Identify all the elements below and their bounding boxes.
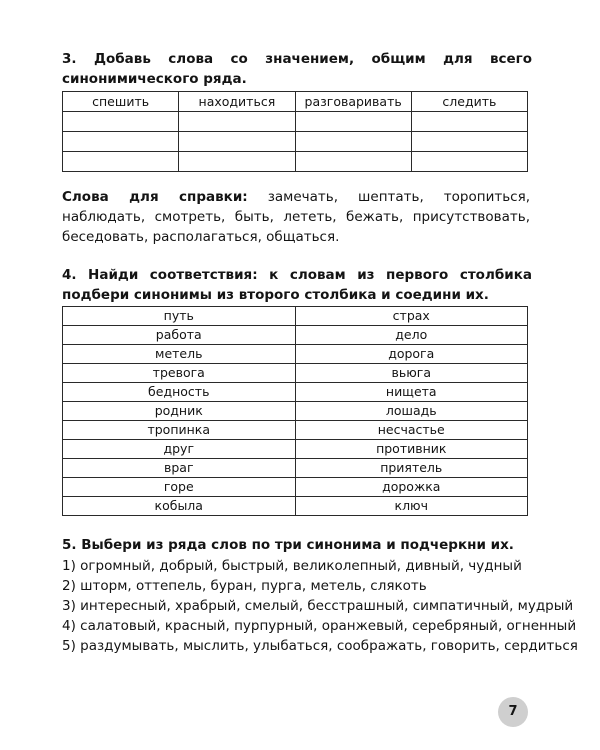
left-word[interactable]: друг: [63, 440, 296, 459]
page-number-badge: 7: [498, 697, 528, 727]
table-row: [63, 112, 528, 132]
answer-cell[interactable]: [179, 132, 295, 152]
table-header-cell: спешить: [63, 92, 179, 112]
table-header-cell: находиться: [179, 92, 295, 112]
answer-cell[interactable]: [179, 112, 295, 132]
left-word[interactable]: тревога: [63, 364, 296, 383]
reference-label: Слова для справки:: [62, 189, 248, 205]
left-word[interactable]: метель: [63, 345, 296, 364]
right-word[interactable]: нищета: [295, 383, 528, 402]
table-row: [63, 421, 528, 440]
right-word[interactable]: ключ: [295, 497, 528, 516]
right-word[interactable]: страх: [295, 307, 528, 326]
table-header-cell: разговаривать: [295, 92, 411, 112]
table-row: [63, 132, 528, 152]
left-word[interactable]: родник: [63, 402, 296, 421]
left-word[interactable]: враг: [63, 459, 296, 478]
right-word[interactable]: вьюга: [295, 364, 528, 383]
right-word[interactable]: противник: [295, 440, 528, 459]
synonym-row[interactable]: 2) шторм, оттепель, буран, пурга, метель, слякоть: [62, 578, 427, 594]
right-word[interactable]: лошадь: [295, 402, 528, 421]
left-word[interactable]: горе: [63, 478, 296, 497]
answer-cell[interactable]: [411, 132, 527, 152]
table-row: [63, 326, 528, 345]
answer-cell[interactable]: [295, 132, 411, 152]
table-row: [63, 152, 528, 172]
right-word[interactable]: дорога: [295, 345, 528, 364]
task4-title: 4. Найди соответствия: к словам из первого столбика подбери синонимы из второго столбика и соедини их.: [62, 267, 532, 303]
right-word[interactable]: дело: [295, 326, 528, 345]
answer-cell[interactable]: [63, 152, 179, 172]
synonym-row[interactable]: 1) огромный, добрый, быстрый, великолепный, дивный, чудный: [62, 558, 522, 574]
right-word[interactable]: приятель: [295, 459, 528, 478]
table-row: [63, 478, 528, 497]
table-row: [63, 383, 528, 402]
answer-cell[interactable]: [179, 152, 295, 172]
left-word[interactable]: кобыла: [63, 497, 296, 516]
right-word[interactable]: несчастье: [295, 421, 528, 440]
left-word[interactable]: работа: [63, 326, 296, 345]
left-word[interactable]: бедность: [63, 383, 296, 402]
synonym-row[interactable]: 3) интересный, храбрый, смелый, бесстрашный, симпатичный, мудрый: [62, 598, 574, 614]
table-row: [63, 497, 528, 516]
answer-cell[interactable]: [411, 152, 527, 172]
left-word[interactable]: путь: [63, 307, 296, 326]
task3-title: 3. Добавь слова со значением, общим для всего синонимического ряда.: [62, 51, 532, 87]
right-word[interactable]: дорожка: [295, 478, 528, 497]
reference-words: замечать, шептать, торопиться, наблюдать, смотреть, быть, лететь, бежать, присутствовать, беседовать, располагаться, общаться.: [62, 189, 530, 245]
table-row: [63, 440, 528, 459]
task4-matching-table: [62, 306, 528, 516]
table-row: [63, 345, 528, 364]
table-row: [63, 364, 528, 383]
table-header-cell: следить: [411, 92, 527, 112]
answer-cell[interactable]: [63, 112, 179, 132]
answer-cell[interactable]: [295, 152, 411, 172]
table-row: [63, 402, 528, 421]
answer-cell[interactable]: [63, 132, 179, 152]
table-row: [63, 307, 528, 326]
answer-cell[interactable]: [295, 112, 411, 132]
left-word[interactable]: тропинка: [63, 421, 296, 440]
answer-cell[interactable]: [411, 112, 527, 132]
task5-title: 5. Выбери из ряда слов по три синонима и подчеркни их.: [62, 537, 514, 553]
table-header-row: [63, 92, 528, 112]
reference-words-paragraph: [62, 187, 530, 247]
synonym-row[interactable]: 4) салатовый, красный, пурпурный, оранжевый, серебряный, огненный: [62, 618, 577, 634]
synonym-row[interactable]: 5) раздумывать, мыслить, улыбаться, соображать, говорить, сердиться: [62, 638, 578, 654]
table-row: [63, 459, 528, 478]
task3-table: [62, 91, 528, 172]
